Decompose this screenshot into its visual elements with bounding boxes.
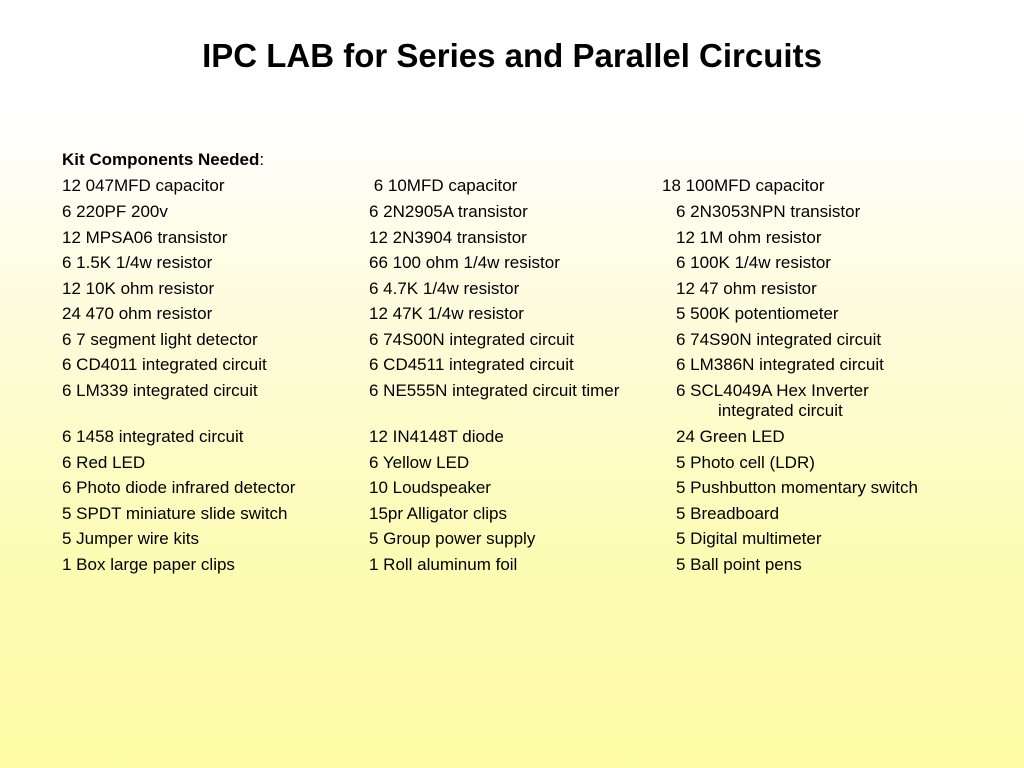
component-item: 12 047MFD capacitor — [62, 176, 225, 195]
component-item: 5 Group power supply — [369, 529, 536, 548]
component-item: 1 Box large paper clips — [62, 555, 235, 574]
component-item: 6 1.5K 1/4w resistor — [62, 253, 213, 272]
component-item: 6 74S90N integrated circuit — [676, 330, 882, 349]
component-item: 6 100K 1/4w resistor — [676, 253, 831, 272]
component-item: 6 NE555N integrated circuit timer — [369, 381, 620, 400]
component-item: 12 1M ohm resistor — [676, 228, 822, 247]
component-item: 6 2N2905A transistor — [369, 202, 528, 221]
component-item: 10 Loudspeaker — [369, 478, 491, 497]
kit-header-label: Kit Components Needed — [62, 150, 260, 169]
kit-components-header — [62, 149, 264, 171]
component-item: 15pr Alligator clips — [369, 504, 507, 523]
component-item: 5 Pushbutton momentary switch — [676, 478, 918, 497]
component-item: 5 500K potentiometer — [676, 304, 839, 323]
component-item — [676, 380, 869, 421]
component-item: 6 10MFD capacitor — [369, 176, 518, 195]
component-item: 6 CD4511 integrated circuit — [369, 355, 574, 374]
component-item: 6 74S00N integrated circuit — [369, 330, 575, 349]
component-item: 12 MPSA06 transistor — [62, 228, 228, 247]
slide-title: IPC LAB for Series and Parallel Circuits — [202, 37, 822, 74]
component-item: 6 LM386N integrated circuit — [676, 355, 884, 374]
component-item: 6 220PF 200v — [62, 202, 168, 221]
component-item: 12 2N3904 transistor — [369, 228, 527, 247]
component-item: 1 Roll aluminum foil — [369, 555, 518, 574]
component-item: 6 Photo diode infrared detector — [62, 478, 296, 497]
component-item: 24 Green LED — [676, 427, 785, 446]
component-item: 18 100MFD capacitor — [662, 176, 825, 195]
component-item-continuation: integrated circuit — [718, 401, 843, 420]
component-item: 12 10K ohm resistor — [62, 279, 215, 298]
kit-header-suffix: : — [259, 150, 265, 169]
component-item: 6 2N3053NPN transistor — [676, 202, 861, 221]
component-item: 24 470 ohm resistor — [62, 304, 213, 323]
component-item-line: 6 SCL4049A Hex Inverter — [676, 381, 869, 400]
component-item: 6 Yellow LED — [369, 453, 470, 472]
component-item: 6 LM339 integrated circuit — [62, 381, 258, 400]
component-item: 6 7 segment light detector — [62, 330, 258, 349]
component-item: 12 47K 1/4w resistor — [369, 304, 524, 323]
component-item: 6 Red LED — [62, 453, 146, 472]
component-item: 12 47 ohm resistor — [676, 279, 817, 298]
component-item: 6 4.7K 1/4w resistor — [369, 279, 520, 298]
component-item: 6 CD4011 integrated circuit — [62, 355, 267, 374]
component-item: 12 IN4148T diode — [369, 427, 504, 446]
component-item: 6 1458 integrated circuit — [62, 427, 244, 446]
component-item: 5 Jumper wire kits — [62, 529, 199, 548]
component-item: 5 Digital multimeter — [676, 529, 822, 548]
component-item: 5 Breadboard — [676, 504, 780, 523]
component-item: 5 Photo cell (LDR) — [676, 453, 815, 472]
component-item: 5 Ball point pens — [676, 555, 802, 574]
component-item: 5 SPDT miniature slide switch — [62, 504, 288, 523]
component-item: 66 100 ohm 1/4w resistor — [369, 253, 560, 272]
